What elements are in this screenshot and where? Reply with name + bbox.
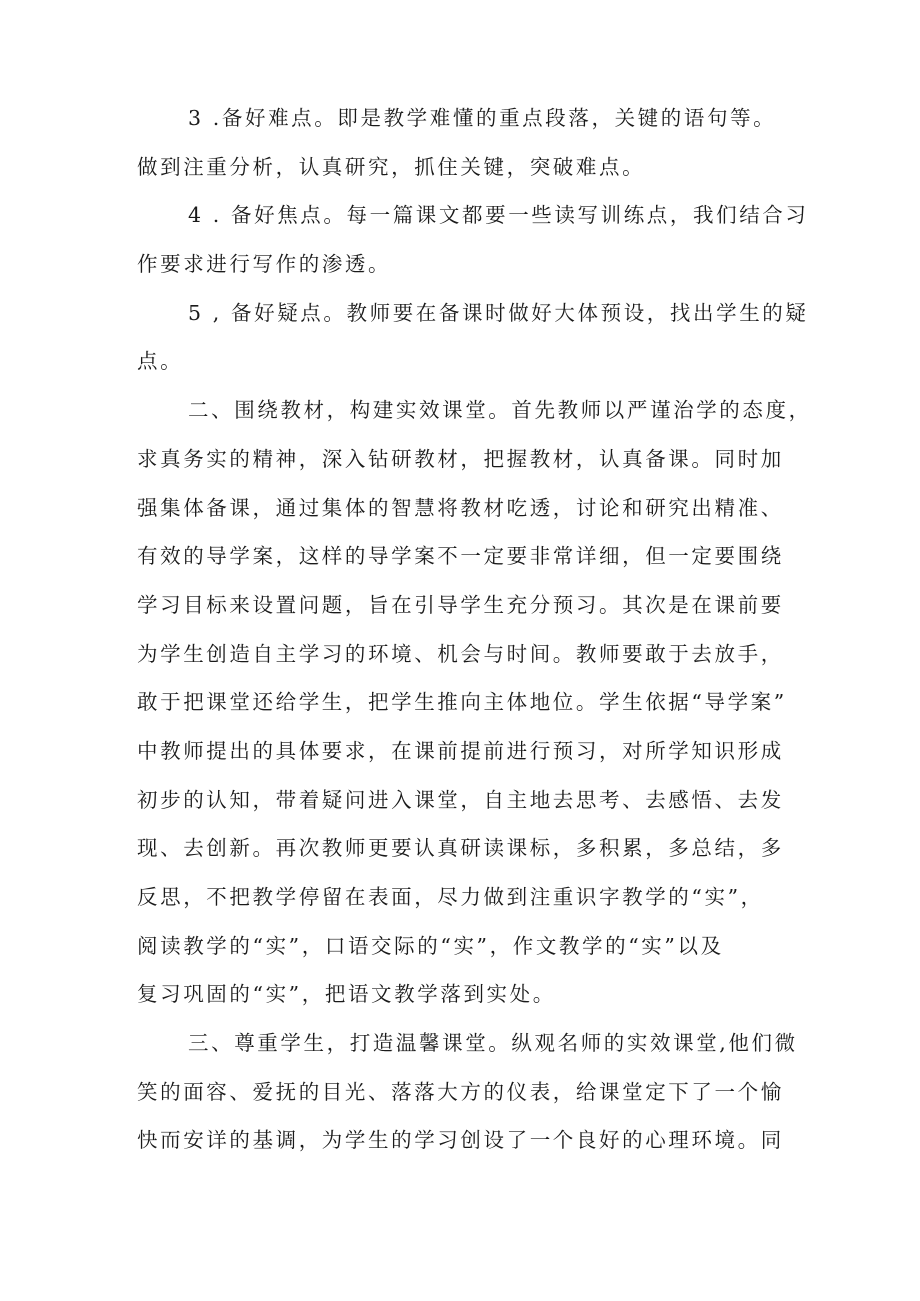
document-body	[137, 96, 812, 1167]
paragraph-line: 敢于把课堂还给学生，把学生推向主体地位。学生依据“导学案”	[137, 690, 787, 715]
paragraph-line: 二、围绕教材，构建实效课堂。首先教师以严谨治学的态度，	[188, 398, 812, 423]
paragraph-line: 三、尊重学生，打造温馨课堂。纵观名师的实效课堂,他们微	[188, 1031, 798, 1056]
paragraph-line: 强集体备课，通过集体的智慧将教材吃透，讨论和研究出精准、	[137, 495, 784, 520]
paragraph-item-4	[137, 193, 809, 290]
paragraph-line: 笑的面容、爱抚的目光、落落大方的仪表，给课堂定下了一个愉	[137, 1079, 784, 1104]
paragraph-line: 阅读教学的“实”，口语交际的“实”，作文教学的“实”以及	[137, 933, 724, 958]
paragraph-section-2	[137, 388, 812, 1021]
paragraph-item-5	[137, 291, 809, 388]
paragraph-line: 反思，不把教学停留在表面，尽力做到注重识字教学的“实”，	[137, 885, 764, 909]
paragraph-line: 有效的导学案，这样的导学案不一定要非常详细，但一定要围绕	[137, 544, 784, 569]
paragraph-line: 3 .备好难点。即是教学难懂的重点段落，关键的语句等。	[188, 106, 777, 130]
paragraph-item-3	[137, 96, 797, 193]
paragraph-line: 初步的认知，带着疑问进入课堂，自主地去思考、去感悟、去发	[137, 787, 784, 812]
paragraph-line: 复习巩固的“实”，把语文教学落到实处。	[137, 982, 556, 1007]
paragraph-line: 5 , 备好疑点。教师要在备课时做好大体预设，找出学生的疑	[188, 300, 809, 325]
paragraph-line: 作要求进行写作的渗透。	[137, 252, 392, 277]
paragraph-line: 4 . 备好焦点。每一篇课文都要一些读写训练点，我们结合习	[188, 203, 809, 228]
paragraph-line: 快而安详的基调，为学生的学习创设了一个良好的心理环境。同	[137, 1128, 784, 1153]
paragraph-line: 求真务实的精神，深入钻研教材，把握教材，认真备课。同时加	[137, 446, 784, 471]
paragraph-line: 做到注重分析，认真研究，抓住关键，突破难点。	[137, 154, 646, 179]
paragraph-line: 点。	[137, 349, 184, 374]
paragraph-line: 学习目标来设置问题，旨在引导学生充分预习。其次是在课前要	[137, 592, 784, 617]
paragraph-line: 中教师提出的具体要求，在课前提前进行预习，对所学知识形成	[137, 738, 784, 763]
paragraph-line: 为学生创造自主学习的环境、机会与时间。教师要敢于去放手，	[137, 641, 784, 666]
paragraph-line: 现、去创新。再次教师更要认真研读课标，多积累，多总结，多	[137, 836, 784, 861]
paragraph-section-3	[137, 1021, 797, 1167]
